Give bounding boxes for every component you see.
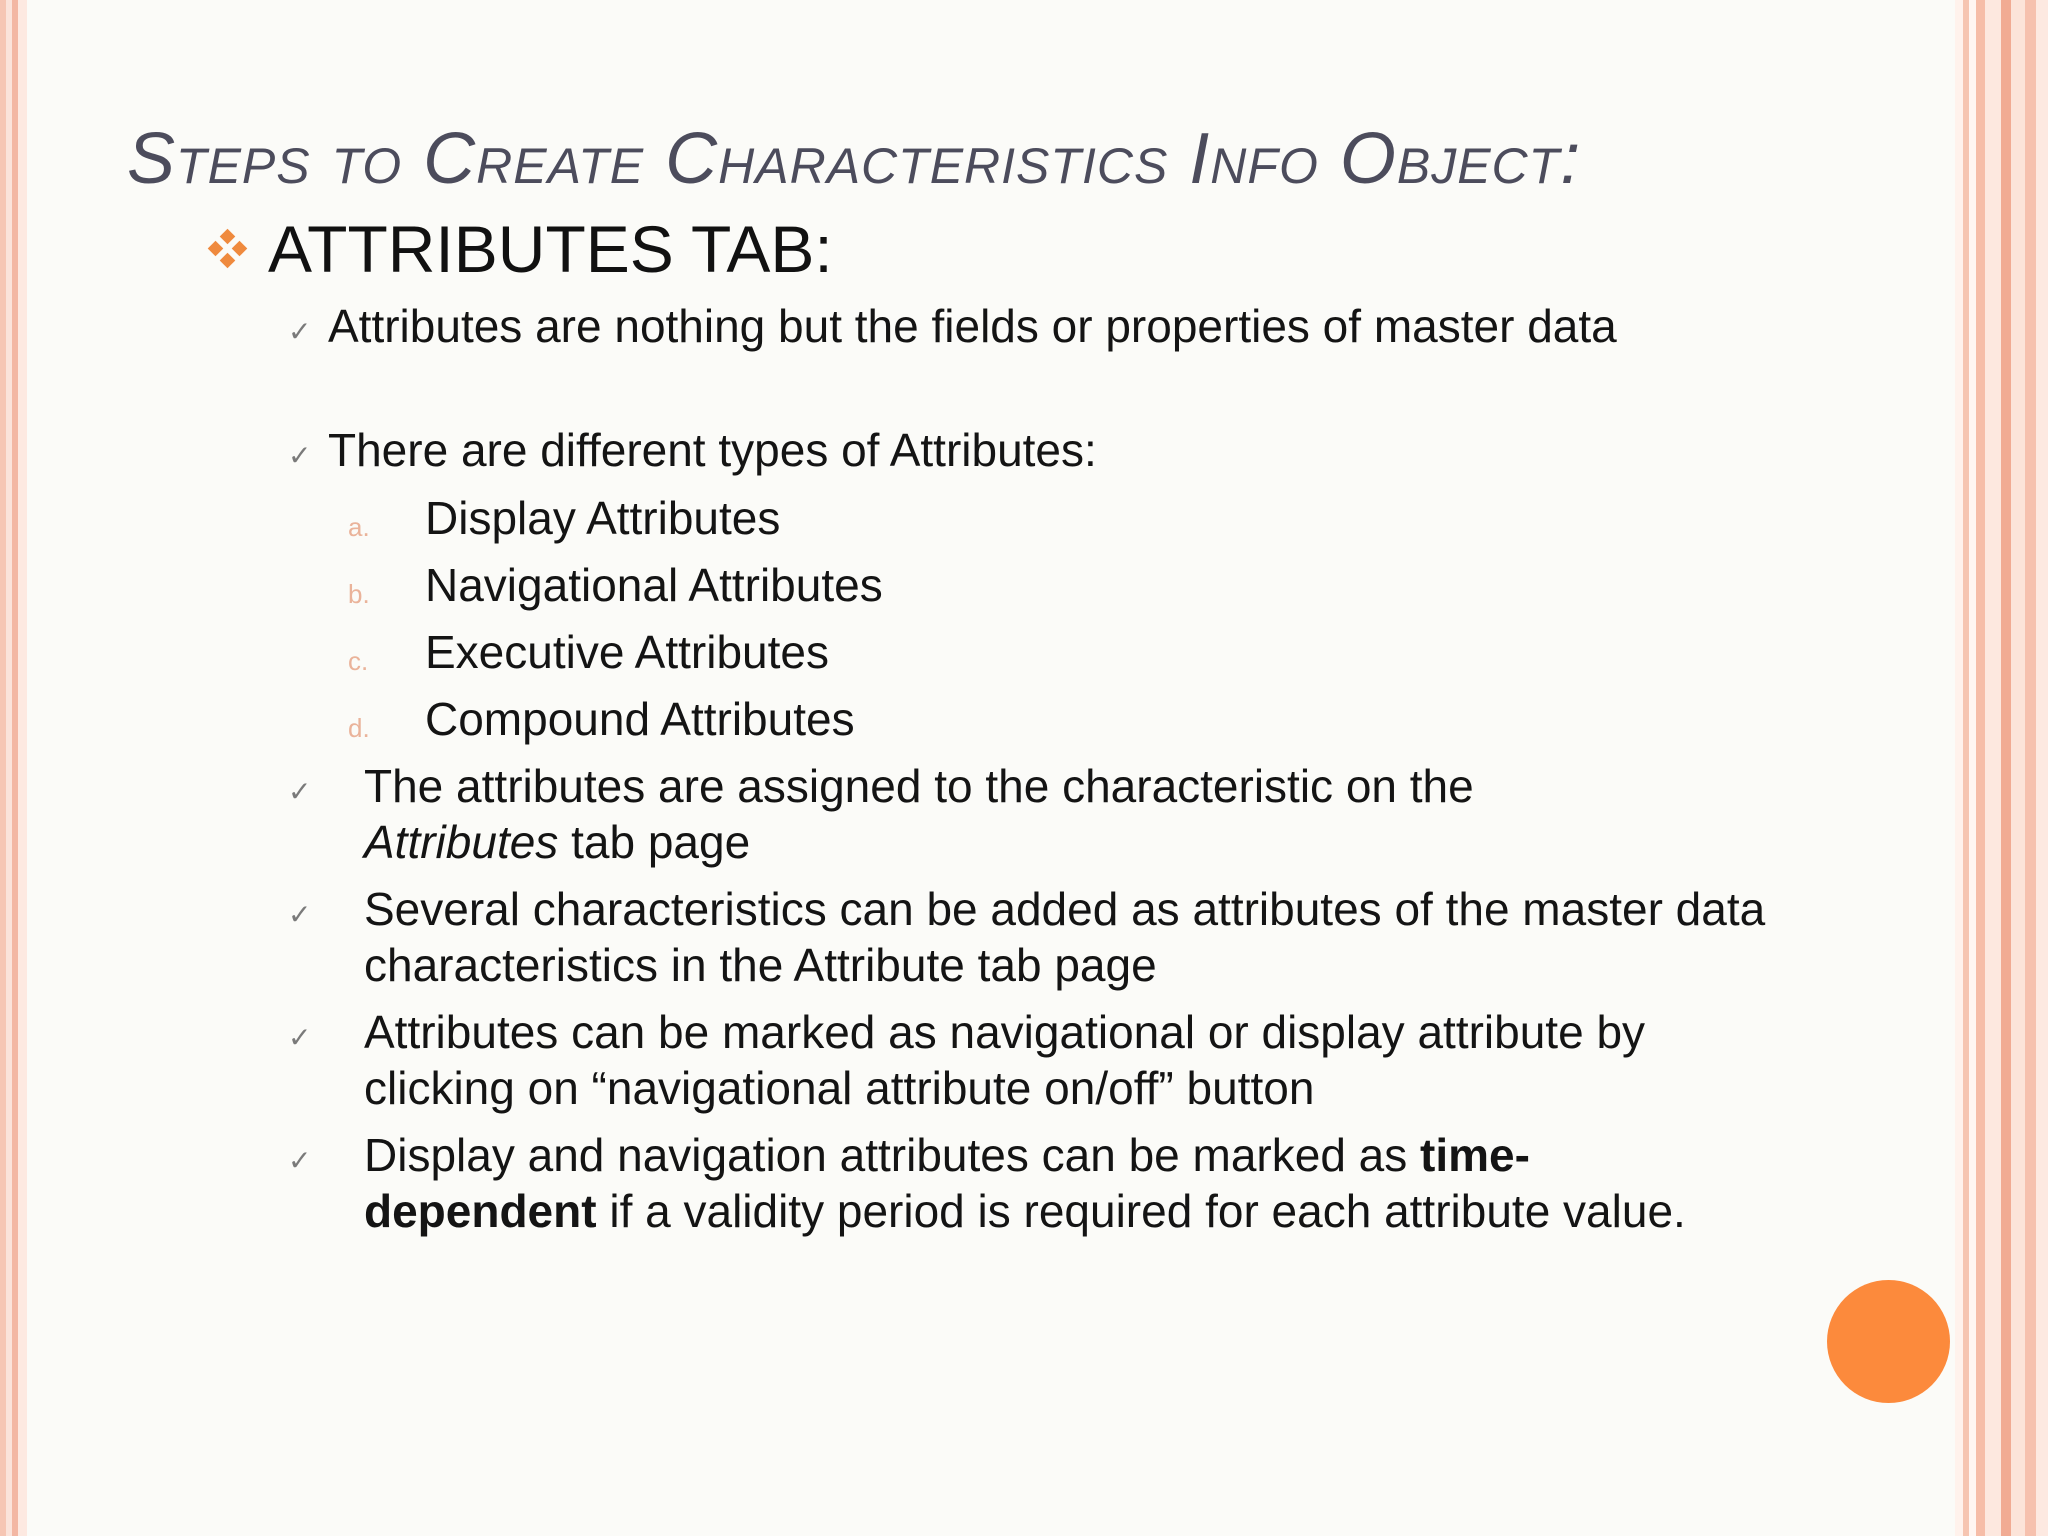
bullet-marked-navigational: Attributes can be marked as navigational or display attribute by clicking on “navigational attribute on/off” button xyxy=(364,1006,1646,1114)
bullet-attributes-definition: Attributes are nothing but the fields or properties of master data xyxy=(328,300,1617,352)
check-icon: ✓ xyxy=(288,899,312,930)
sub-item-marker: b. xyxy=(348,579,370,609)
right-decorative-stripes xyxy=(1955,0,2048,1536)
sub-item-marker: c. xyxy=(348,646,369,676)
sub-item-compound-attributes: Compound Attributes xyxy=(425,693,855,745)
check-icon: ✓ xyxy=(288,1022,312,1053)
sub-item-display-attributes: Display Attributes xyxy=(425,492,781,544)
check-icon: ✓ xyxy=(288,440,312,471)
slide-title: Steps to Create Characteristics Info Object: xyxy=(127,119,1582,199)
check-icon: ✓ xyxy=(288,1145,312,1176)
sub-item-marker: a. xyxy=(348,512,370,542)
bullet-attributes-assigned: The attributes are assigned to the characteristic on the Attributes tab page xyxy=(364,760,1474,868)
orange-circle-decoration xyxy=(1827,1280,1950,1403)
bullet-attribute-types: There are different types of Attributes: xyxy=(328,424,1097,476)
left-frame-strip xyxy=(0,0,27,1536)
diamond-bullet-icon xyxy=(208,229,248,269)
section-heading xyxy=(208,211,833,287)
check-icon: ✓ xyxy=(288,776,312,807)
bullet-time-dependent: Display and navigation attributes can be marked as time- dependent if a validity period is required for each attribute value. xyxy=(364,1129,1686,1237)
sub-item-marker: d. xyxy=(348,713,370,743)
bullet-several-characteristics: Several characteristics can be added as attributes of the master data characteristics in the Attribute tab page xyxy=(364,883,1766,991)
section-heading-text: ATTRIBUTES TAB: xyxy=(268,212,833,286)
sub-item-executive-attributes: Executive Attributes xyxy=(425,626,829,678)
sub-item-navigational-attributes: Navigational Attributes xyxy=(425,559,883,611)
check-icon: ✓ xyxy=(288,316,312,347)
